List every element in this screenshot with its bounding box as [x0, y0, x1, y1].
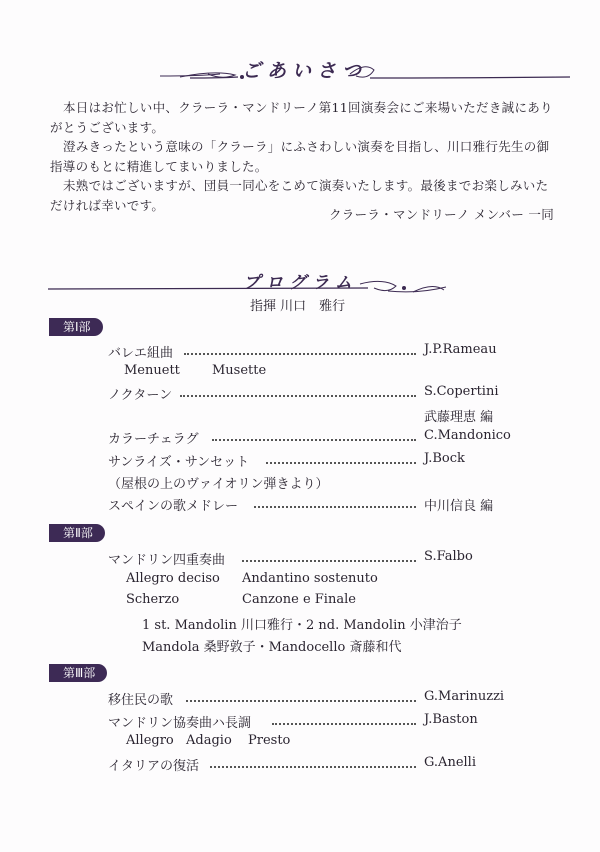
- part3-item2-movement-1: Allegro: [126, 733, 174, 748]
- part3-item1-title: 移住民の歌: [108, 693, 174, 708]
- part1-item2-title: ノクターン: [108, 388, 173, 403]
- part3-item2-movement-3: Presto: [248, 733, 291, 748]
- greeting-paragraph-3: 未熟ではございますが、団員一同心をこめて演奏いたします。最後までお楽しみいただければ幸いです。: [50, 178, 549, 213]
- part1-item1-composer: J.P.Rameau: [424, 342, 497, 357]
- part1-item5-title: スペインの歌メドレー: [108, 499, 239, 514]
- part3-item3-title: イタリアの復活: [108, 759, 200, 774]
- part2-item1-movement-3: Scherzo: [126, 592, 180, 607]
- greeting-paragraph-2: 澄みきったという意味の「クラーラ」にふさわしい演奏を目指し、川口雅行先生の御指導のもとに精進してまいりました。: [50, 139, 550, 174]
- part3-badge: 第Ⅲ部: [49, 664, 107, 682]
- part1-item3-leader: [212, 439, 416, 441]
- part2-item1-movement-1: Allegro deciso: [126, 571, 220, 586]
- part2-item1-movement-2: Andantino sostenuto: [242, 571, 378, 586]
- program-title: プログラム: [243, 273, 358, 293]
- greeting-paragraph-1: 本日はお忙しい中、クラーラ・マンドリーノ第11回演奏会にご来場いただき誠にありがとうございます。: [50, 100, 553, 135]
- part1-item1-movement-1: Menuett: [124, 363, 180, 378]
- part1-item3-composer: C.Mandonico: [424, 428, 511, 443]
- part2-item1-title: マンドリン四重奏曲: [108, 553, 226, 568]
- part1-item4-composer: J.Bock: [424, 451, 465, 466]
- greeting-signature: クラーラ・マンドリーノ メンバー 一同: [328, 207, 554, 222]
- part2-item1-composer: S.Falbo: [424, 549, 473, 564]
- part2-item1-movement-4: Canzone e Finale: [242, 592, 356, 607]
- part3-item2-movement-2: Adagio: [186, 733, 232, 748]
- part2-item1-leader: [242, 560, 416, 562]
- part1-item1-movement-2: Musette: [212, 363, 267, 378]
- part1-item4-note: （屋根の上のヴァイオリン弾きより）: [108, 477, 329, 492]
- part1-item3-title: カラーチェラグ: [108, 432, 199, 447]
- part1-item1-title: バレエ組曲: [108, 346, 174, 361]
- part3-item2-title: マンドリン協奏曲ハ長調: [108, 716, 252, 731]
- part1-item5-composer: 中川信良 編: [424, 499, 494, 514]
- part3-item3-composer: G.Anelli: [424, 755, 476, 770]
- part1-item1-leader: [184, 353, 416, 355]
- part3-item1-composer: G.Marinuzzi: [424, 689, 505, 704]
- part3-item2-leader: [272, 723, 416, 725]
- part2-item1-players-2: Mandola 桑野敦子・Mandocello 斎藤和代: [142, 640, 402, 655]
- part1-item4-title: サンライズ・サンセット: [108, 455, 250, 470]
- greeting-body: [50, 98, 555, 215]
- part3-item3-leader: [210, 766, 416, 768]
- part2-item1-players-1: 1 st. Mandolin 川口雅行・2 nd. Mandolin 小津治子: [142, 618, 462, 633]
- part2-badge: 第Ⅱ部: [49, 524, 105, 542]
- part1-badge: 第Ⅰ部: [49, 318, 103, 336]
- program-conductor: 指揮 川口 雅行: [250, 299, 346, 314]
- part1-item4-leader: [266, 462, 416, 464]
- part1-item2-composer: S.Copertini: [424, 384, 499, 399]
- part1-item5-leader: [254, 506, 416, 508]
- part3-item1-leader: [186, 700, 416, 702]
- part3-item2-composer: J.Baston: [424, 712, 478, 727]
- part1-item2-arranger: 武藤理恵 編: [424, 410, 494, 425]
- greeting-title: ごあいさつ: [242, 60, 368, 82]
- part1-item2-leader: [180, 395, 416, 397]
